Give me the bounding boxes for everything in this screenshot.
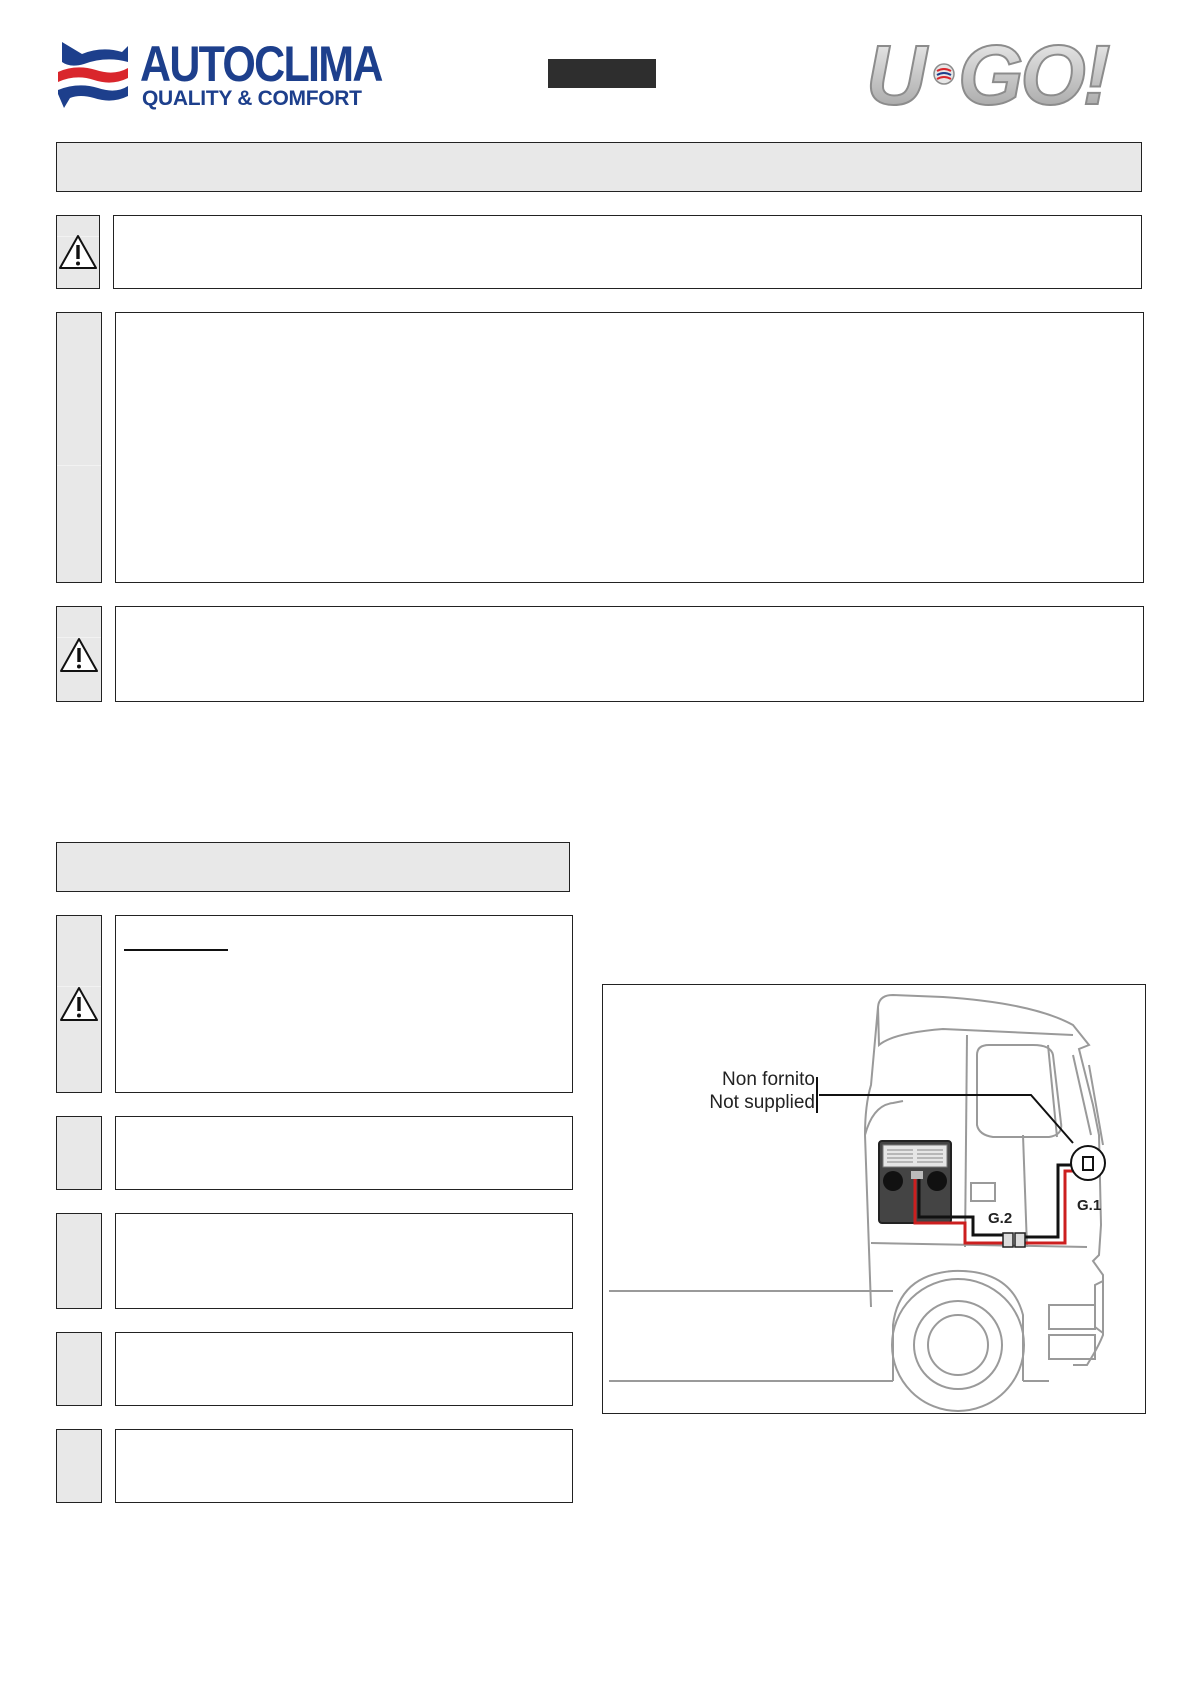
- truck-wiring-diagram: [602, 984, 1146, 1414]
- side-cell-7: [56, 1332, 102, 1406]
- autoclima-waves-icon: [56, 38, 130, 110]
- content-box-8: [115, 1429, 573, 1503]
- ugo-logo: [866, 34, 1142, 114]
- warning-box-3: [115, 606, 1144, 702]
- brand-tagline: QUALITY & COMFORT: [142, 87, 362, 110]
- content-box-7: [115, 1332, 573, 1406]
- section-title-bar-2: [56, 842, 570, 892]
- side-cell-6: [56, 1213, 102, 1309]
- side-cell-8: [56, 1429, 102, 1503]
- side-cell-5: [56, 1116, 102, 1190]
- truck-illustration: [603, 985, 1144, 1412]
- side-cell-warning-1: [56, 215, 100, 289]
- warning-triangle-icon: [59, 234, 97, 270]
- heading-underline: [124, 949, 228, 951]
- label-g1: G.1: [1077, 1197, 1102, 1214]
- warning-box-1: [113, 215, 1142, 289]
- label-g2: G.2: [988, 1210, 1013, 1227]
- ugo-logo-graphic: [866, 34, 1142, 114]
- section-title-bar-1: [56, 142, 1142, 192]
- brand-name: AUTOCLIMA: [140, 36, 382, 92]
- autoclima-logo: [56, 38, 396, 110]
- warning-triangle-icon: [60, 986, 98, 1022]
- svg-text:U: U: [866, 34, 924, 114]
- side-cell-warning-3: [56, 606, 102, 702]
- content-box-5: [115, 1116, 573, 1190]
- warning-box-4: [115, 915, 573, 1093]
- side-cell-2: [56, 312, 102, 583]
- content-box-2: [115, 312, 1144, 583]
- label-not-supplied: Not supplied: [709, 1092, 815, 1113]
- content-box-6: [115, 1213, 573, 1309]
- header-center-tab: [548, 59, 656, 88]
- warning-triangle-icon: [60, 637, 98, 673]
- side-cell-warning-4: [56, 915, 102, 1093]
- label-non-fornito: Non fornito: [722, 1069, 815, 1090]
- svg-text:GO!: GO!: [958, 34, 1108, 114]
